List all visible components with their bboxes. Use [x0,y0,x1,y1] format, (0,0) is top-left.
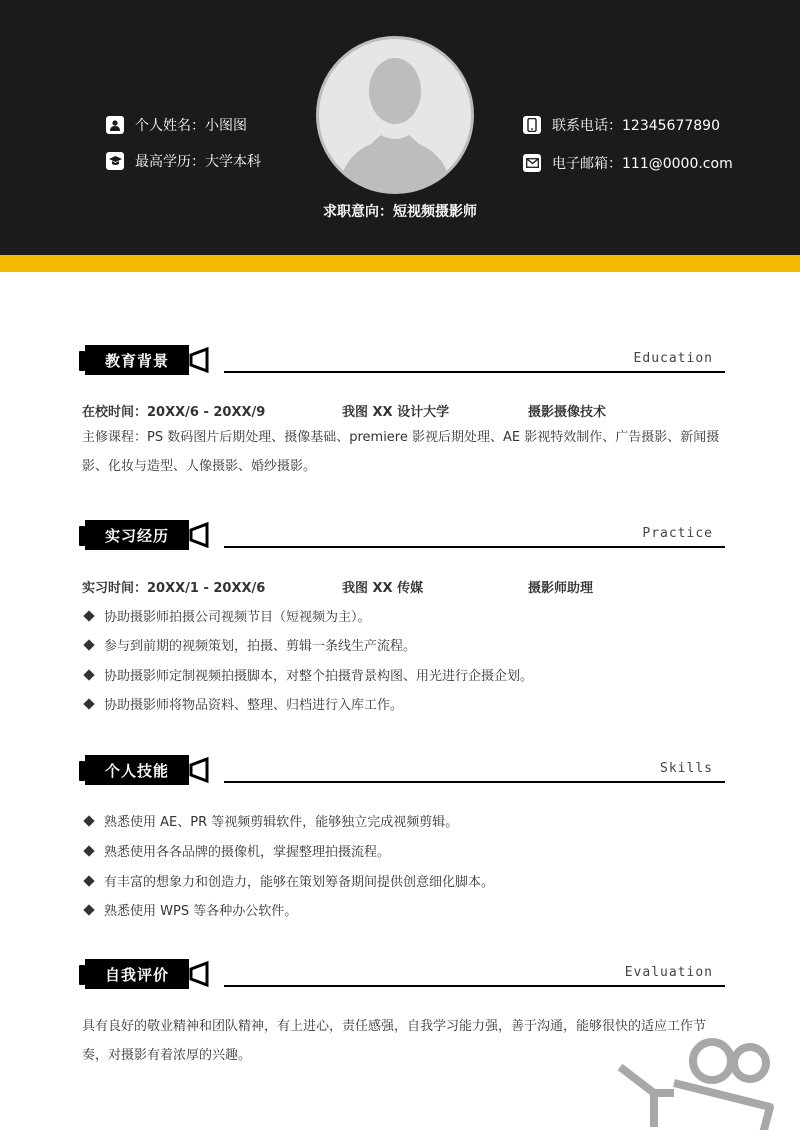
section-en-title: Education [633,351,713,366]
lens-hood-icon [189,961,211,987]
lens-hood-icon [189,757,211,783]
list-item: 协助摄影师将物品资料、整理、归档进行入库工作。 [82,694,403,713]
education-courses: 主修课程：PS 数码图片后期处理、摄像基础、premiere 影视后期处理、AE 影视特效制作、广告摄影、新闻摄影、化妆与造型、人像摄影、婚纱摄影。 [82,430,720,474]
lens-hood-icon [189,522,211,548]
list-item: 协助摄影师定制视频拍摄脚本，对整个拍摄背景构图、用光进行企摄企划。 [82,665,533,684]
list-item: 有丰富的想象力和创造力，能够在策划筹备期间提供创意细化脚本。 [82,871,494,890]
section-title: 教育背景 [85,345,189,375]
video-camera-icon [610,1035,800,1130]
skills-section-header [79,755,725,785]
list-item: 熟悉使用 AE、PR 等视频剪辑软件，能够独立完成视频剪辑。 [82,811,458,830]
lens-hood-icon [189,347,211,373]
phone-icon [523,116,541,134]
job-intent: 求职意向：短视频摄影师 [323,204,477,220]
person-icon [106,116,124,134]
email-text: 电子邮箱：111@0000.com [552,156,733,172]
list-item: 熟悉使用各各品牌的摄像机，掌握整理拍摄流程。 [82,841,390,860]
evaluation-section-header [79,959,725,989]
graduation-cap-icon [106,152,124,170]
education-text: 最高学历：大学本科 [135,154,261,170]
section-en-title: Practice [642,526,713,541]
avatar-silhouette-icon [319,39,471,191]
name-info [106,115,247,135]
email-info [523,153,733,173]
section-en-title: Skills [660,761,713,776]
section-en-title: Evaluation [624,965,713,980]
list-item: 协助摄影师拍摄公司视频节目（短视频为主）。 [82,606,371,625]
evaluation-text: 具有良好的敬业精神和团队精神，有上进心，责任感强，自我学习能力强，善于沟通，能够很快的适应工作节奏，对摄影有着浓厚的兴趣。 [82,1019,707,1063]
section-title: 实习经历 [85,520,189,550]
avatar [316,36,474,194]
phone-text: 联系电话：12345677890 [552,118,720,134]
education-info [106,151,261,171]
practice-section-header [79,520,725,550]
education-section-header [79,345,725,375]
section-title: 个人技能 [85,755,189,785]
name-text: 个人姓名：小图图 [135,118,247,134]
list-item: 参与到前期的视频策划，拍摄、剪辑一条线生产流程。 [82,635,416,654]
mail-icon [523,154,541,172]
list-item: 熟悉使用 WPS 等各种办公软件。 [82,900,297,919]
section-title: 自我评价 [85,959,189,989]
phone-info [523,115,720,135]
header-accent-bar [0,255,800,272]
